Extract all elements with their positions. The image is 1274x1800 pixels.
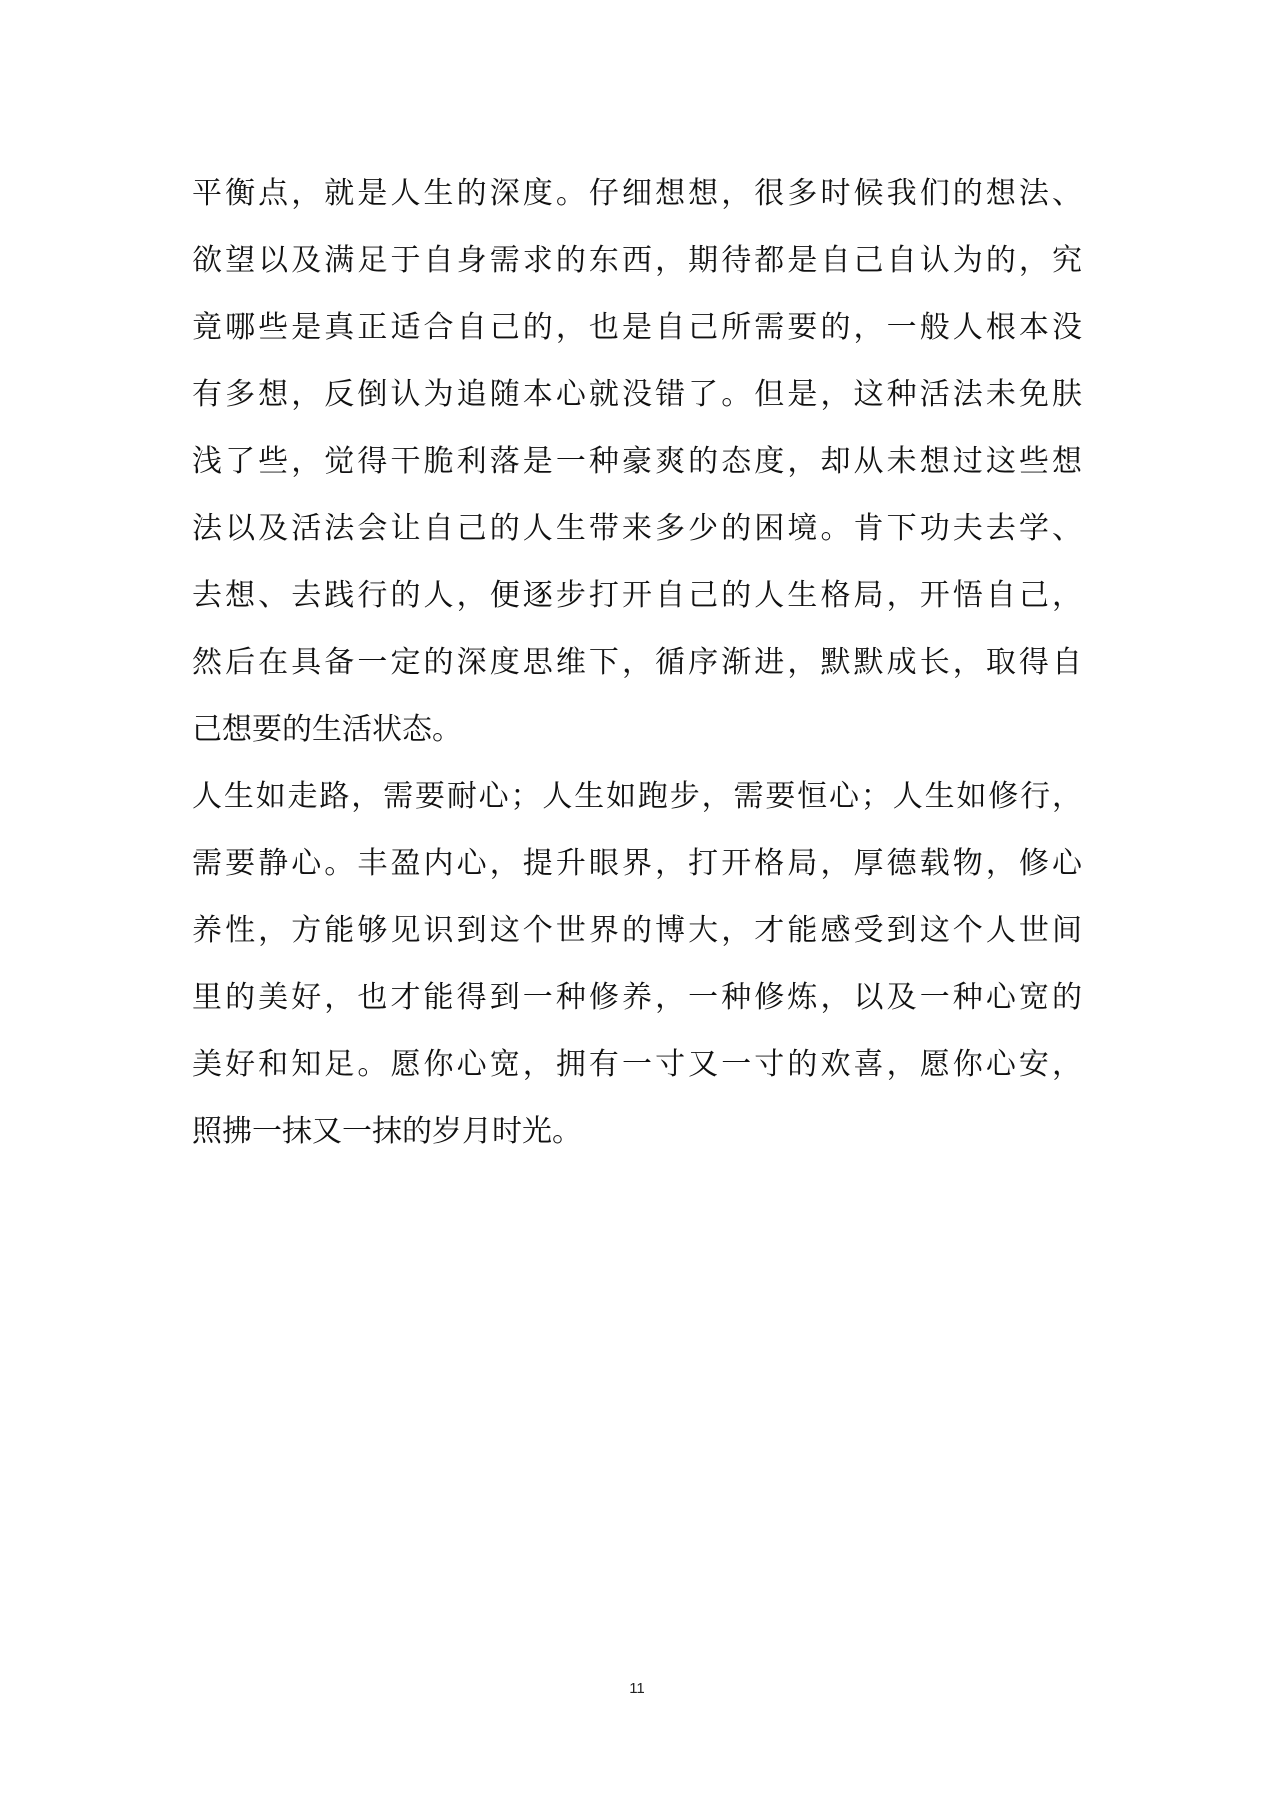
text-line: 人生如走路，需要耐心；人生如跑步，需要恒心；人生如修行，	[192, 779, 1082, 814]
text-line: 然后在具备一定的深度思维下，循序渐进，默默成长，取得自	[192, 645, 1082, 680]
body-text	[192, 160, 1082, 1165]
text-line: 养性，方能够见识到这个世界的博大，才能感受到这个人世间	[192, 913, 1082, 948]
text-line: 浅了些，觉得干脆利落是一种豪爽的态度，却从未想过这些想	[192, 444, 1082, 479]
text-line: 竟哪些是真正适合自己的，也是自己所需要的，一般人根本没	[192, 310, 1082, 345]
text-line: 去想、去践行的人，便逐步打开自己的人生格局，开悟自己，	[192, 578, 1082, 613]
text-line: 需要静心。丰盈内心，提升眼界，打开格局，厚德载物，修心	[192, 846, 1082, 881]
text-line: 有多想，反倒认为追随本心就没错了。但是，这种活法未免肤	[192, 377, 1082, 412]
text-line: 欲望以及满足于自身需求的东西，期待都是自己自认为的，究	[192, 243, 1082, 278]
text-line: 美好和知足。愿你心宽，拥有一寸又一寸的欢喜，愿你心安，	[192, 1047, 1082, 1082]
text-line: 法以及活法会让自己的人生带来多少的困境。肯下功夫去学、	[192, 511, 1082, 546]
paragraph-1	[192, 160, 1082, 763]
text-line: 平衡点，就是人生的深度。仔细想想，很多时候我们的想法、	[192, 176, 1082, 211]
text-line: 照拂一抹又一抹的岁月时光。	[192, 1114, 582, 1149]
paragraph-2	[192, 763, 1082, 1165]
page-number: 11	[629, 1680, 645, 1697]
text-line: 里的美好，也才能得到一种修养，一种修炼，以及一种心宽的	[192, 980, 1082, 1015]
text-line: 己想要的生活状态。	[192, 712, 462, 747]
